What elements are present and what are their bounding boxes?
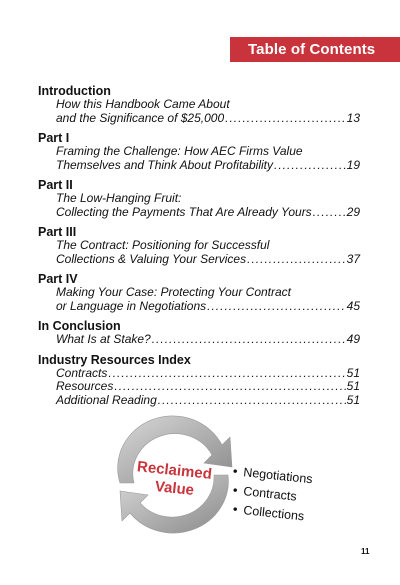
toc-entry-line[interactable] <box>38 333 360 347</box>
toc-section-part-2 <box>38 178 360 219</box>
toc-section-title: Part I <box>38 131 70 145</box>
toc-entry-line[interactable] <box>38 206 360 220</box>
table-of-contents <box>38 84 360 413</box>
graphic-label-line1: Reclaimed <box>136 458 213 483</box>
page-number: 11 <box>361 547 370 556</box>
toc-entry-text: and the Significance of $25,000 <box>56 110 225 125</box>
toc-page-number: 49 <box>346 332 360 346</box>
toc-page-number: 51 <box>346 365 360 380</box>
toc-entry-line[interactable] <box>38 159 360 173</box>
toc-section-part-1 <box>38 131 360 172</box>
toc-entry-text: Additional Reading <box>56 392 157 407</box>
toc-entry-line <box>38 239 360 253</box>
toc-section-title: Part II <box>38 178 73 192</box>
toc-section-title: Part IV <box>38 272 78 286</box>
leader-dots <box>225 112 346 126</box>
toc-page-number: 45 <box>346 298 360 313</box>
leader-dots <box>108 367 345 381</box>
toc-page-number: 13 <box>346 110 360 125</box>
toc-entry-line[interactable] <box>38 380 360 394</box>
toc-entry-text: What Is at Stake? <box>56 332 151 346</box>
toc-entry-line[interactable] <box>38 112 360 126</box>
leader-dots <box>152 333 346 347</box>
toc-heading: Table of Contents <box>248 41 376 58</box>
toc-entry-text: Themselves and Think About Profitability <box>56 157 273 172</box>
toc-section-conclusion <box>38 319 360 347</box>
toc-section-part-4 <box>38 272 360 313</box>
toc-entry-text: The Contract: Positioning for Successful <box>56 238 270 252</box>
toc-entry-line[interactable] <box>38 367 360 381</box>
bullet-text: Collections <box>242 503 305 524</box>
toc-entry-text: or Language in Negotiations <box>56 298 207 313</box>
toc-entry-text: How this Handbook Came About <box>56 97 230 111</box>
leader-dots <box>207 300 346 314</box>
toc-section-title: In Conclusion <box>38 319 121 333</box>
toc-section-title: Introduction <box>38 84 111 98</box>
bullet-text: Contracts <box>242 484 298 504</box>
graphic-bullet-list <box>232 462 314 524</box>
toc-page-number: 29 <box>346 204 360 219</box>
toc-entry-line[interactable] <box>38 253 360 267</box>
toc-page-number: 51 <box>346 392 360 407</box>
toc-page-number: 51 <box>346 379 360 393</box>
bullet-icon: • <box>232 483 239 498</box>
toc-entry-text: Collecting the Payments That Are Already Yours <box>56 204 312 219</box>
toc-entry-line <box>38 286 360 300</box>
toc-entry-text: Framing the Challenge: How AEC Firms Value <box>56 144 303 158</box>
graphic-label-line2: Value <box>154 478 195 500</box>
bullet-icon: • <box>232 464 239 479</box>
toc-entry-line <box>38 145 360 159</box>
toc-section-introduction <box>38 84 360 125</box>
toc-entry-text: Collections & Valuing Your Services <box>56 251 247 266</box>
toc-section-title: Industry Resources Index <box>38 352 191 367</box>
leader-dots <box>313 206 346 220</box>
toc-entry-text: Contracts <box>56 365 108 380</box>
toc-section-part-3 <box>38 225 360 266</box>
toc-entry-text: The Low-Hanging Fruit: <box>56 191 182 205</box>
toc-entry-text: Making Your Case: Protecting Your Contract <box>56 285 292 299</box>
toc-entry-line <box>38 192 360 206</box>
leader-dots <box>247 253 346 267</box>
bullet-text: Negotiations <box>242 465 314 487</box>
toc-entry-line[interactable] <box>38 300 360 314</box>
toc-entry-line <box>38 98 360 112</box>
toc-page-number: 37 <box>346 251 360 266</box>
leader-dots <box>274 159 346 173</box>
leader-dots <box>114 380 345 394</box>
toc-section-title: Part III <box>38 225 77 239</box>
toc-banner <box>230 37 400 62</box>
toc-section-resources-index <box>38 353 360 408</box>
toc-page-number: 19 <box>346 157 360 172</box>
toc-entry-text: Resources <box>56 379 114 393</box>
bullet-icon: • <box>232 502 239 517</box>
